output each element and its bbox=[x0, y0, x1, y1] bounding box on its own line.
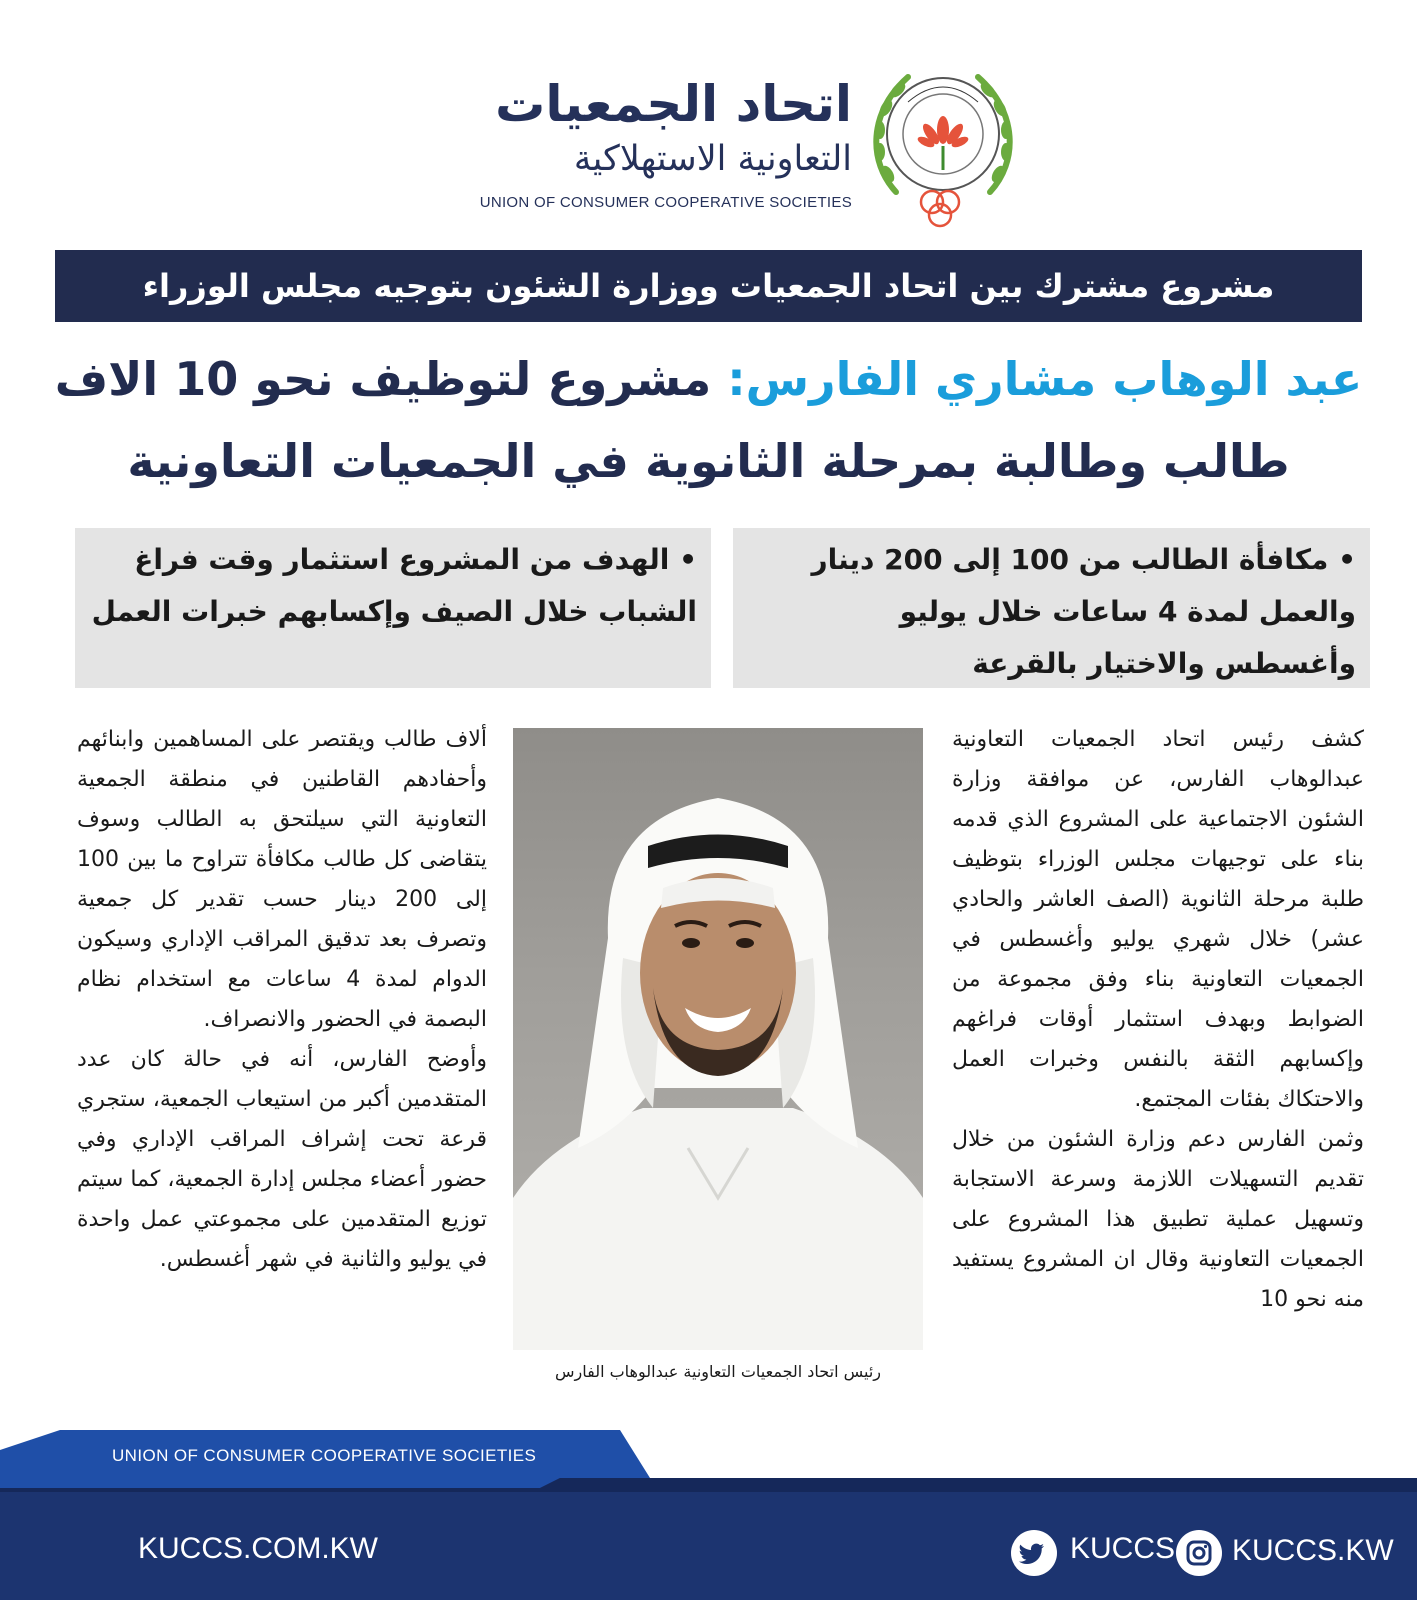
article-paragraph: وأوضح الفارس، أنه في حالة كان عدد المتقدمين أكبر من استيعاب الجمعية، ستجري قرعة تحت إشراف المراقب الإداري وفي حضور أعضاء مجلس إدارة الجمعية، كما سيتم توزيع المتقدمين على مجموعتي عمل واحدة في يوليو والثانية في شهر أغسطس. bbox=[77, 1047, 487, 1272]
headline-speaker-name: عبد الوهاب مشاري الفارس: bbox=[727, 352, 1363, 406]
article-column-left bbox=[77, 720, 487, 1280]
logo-title-english: UNION OF CONSUMER COOPERATIVE SOCIETIES bbox=[479, 194, 852, 211]
logo-title-arabic-line2: التعاونية الاستهلاكية bbox=[573, 139, 852, 179]
highlight-box-goal: • الهدف من المشروع استثمار وقت فراغ الشباب خلال الصيف وإكسابهم خبرات العمل bbox=[75, 528, 711, 688]
footer-instagram-handle[interactable]: KUCCS.KW bbox=[1232, 1534, 1394, 1567]
headline bbox=[40, 338, 1377, 502]
top-banner bbox=[55, 250, 1362, 322]
article-paragraph: وثمن الفارس دعم وزارة الشئون من خلال تقديم التسهيلات اللازمة وسرعة الاستجابة وتسهيل عملية تطبيق هذا المشروع على الجمعيات التعاونية وقال ان المشروع يستفيد منه نحو 10 bbox=[952, 1127, 1364, 1312]
twitter-icon[interactable] bbox=[1011, 1530, 1057, 1576]
banner-text: مشروع مشترك بين اتحاد الجمعيات ووزارة الشئون بتوجيه مجلس الوزراء bbox=[142, 267, 1275, 305]
article-paragraph: ألاف طالب ويقتصر على المساهمين وابنائهم وأحفادهم القاطنين في منطقة الجمعية التعاونية التي سيلتحق به الطالب وسوف يتقاضى كل طالب مكافأة تتراوح ما بين 100 إلى 200 دينار حسب تقدير كل جمعية وتصرف بعد تدقيق المراقب الإداري وسيكون الدوام لمدة 4 ساعات مع استخدام نظام البصمة في الحضور والانصراف. bbox=[77, 727, 487, 1032]
footer-org-english: UNION OF CONSUMER COOPERATIVE SOCIETIES bbox=[112, 1446, 537, 1465]
headline-line1 bbox=[40, 338, 1377, 420]
logo-title-arabic-line1: اتحاد الجمعيات bbox=[495, 75, 852, 133]
article-paragraph: كشف رئيس اتحاد الجمعيات التعاونية عبدالوهاب الفارس، عن موافقة وزارة الشئون الاجتماعية على المشروع الذي قدمه بناء على توجيهات مجلس الوزراء بتوظيف طلبة مرحلة الثانوية (الصف العاشر والحادي عشر) خلال شهري يوليو وأغسطس في الجمعيات التعاونية بناء وفق مجموعة من الضوابط وبهدف استثمار أوقات فراغهم وإكسابهم الثقة بالنفس وخبرات العمل والاحتكاك بفئات المجتمع. bbox=[952, 727, 1364, 1112]
headline-line2: طالب وطالبة بمرحلة الثانوية في الجمعيات التعاونية bbox=[127, 434, 1290, 488]
union-emblem-logo bbox=[868, 52, 1018, 232]
headline-line1-rest: مشروع لتوظيف نحو 10 الاف bbox=[54, 352, 712, 406]
footer-twitter-handle[interactable]: KUCCS bbox=[1070, 1532, 1176, 1565]
portrait-illustration bbox=[513, 728, 923, 1350]
highlight-box-reward: • مكافأة الطالب من 100 إلى 200 دينار والعمل لمدة 4 ساعات خلال يوليو وأغسطس والاختيار بالقرعة bbox=[733, 528, 1370, 688]
footer-website-link[interactable]: KUCCS.COM.KW bbox=[138, 1532, 378, 1565]
portrait-photo bbox=[513, 728, 923, 1350]
article-column-right bbox=[952, 720, 1364, 1320]
instagram-icon[interactable] bbox=[1176, 1530, 1222, 1576]
photo-caption: رئيس اتحاد الجمعيات التعاونية عبدالوهاب الفارس bbox=[554, 1362, 882, 1381]
